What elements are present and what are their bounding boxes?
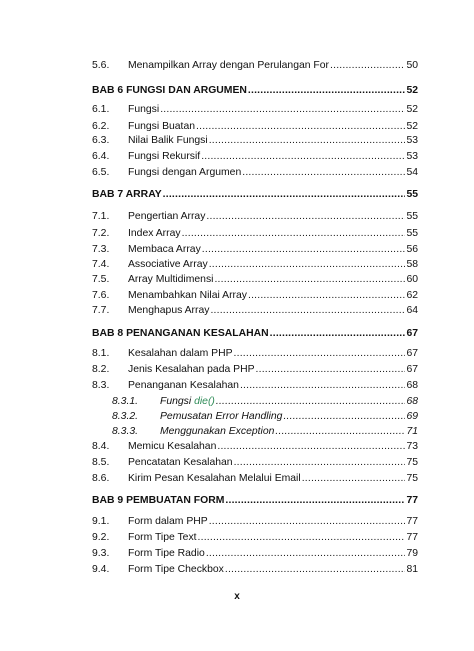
toc-title xyxy=(92,84,247,98)
toc-leader-dots xyxy=(283,410,405,424)
toc-leader-dots xyxy=(256,363,406,377)
toc-title xyxy=(128,227,181,241)
toc-page-number: 55 xyxy=(406,211,418,222)
toc-number: 8.3.3. xyxy=(112,426,138,437)
toc-title xyxy=(128,166,241,180)
toc-page-number: 68 xyxy=(406,396,418,407)
toc-page-number: 68 xyxy=(406,380,418,391)
toc-number: 8.3. xyxy=(92,380,110,391)
toc-number: 8.4. xyxy=(92,441,110,452)
toc-page-number: 52 xyxy=(406,121,418,132)
toc-page-number: 53 xyxy=(406,135,418,146)
toc-leader-dots xyxy=(214,273,405,287)
toc-number: 7.5. xyxy=(92,274,110,285)
toc-title xyxy=(128,258,208,272)
toc-number: 9.4. xyxy=(92,564,110,575)
toc-title-text: Form Tipe Radio xyxy=(128,548,205,559)
toc-title-text: Form dalam PHP xyxy=(128,516,208,527)
toc-title-text: BAB 8 PENANGANAN KESALAHAN xyxy=(92,328,269,339)
toc-number: 7.2. xyxy=(92,228,110,239)
toc-title-text: Form Tipe Checkbox xyxy=(128,564,224,575)
toc-number: 7.4. xyxy=(92,259,110,270)
toc-leader-dots xyxy=(242,166,405,180)
toc-title xyxy=(128,103,159,117)
toc-leader-dots xyxy=(225,494,405,508)
toc-page-number: 77 xyxy=(406,516,418,527)
toc-title xyxy=(128,273,213,287)
toc-title xyxy=(128,456,233,470)
toc-title xyxy=(128,379,239,393)
toc-title xyxy=(128,531,197,545)
toc-title-text: BAB 9 PEMBUATAN FORM xyxy=(92,495,225,506)
toc-title-text: Kirim Pesan Kesalahan Melalui Email xyxy=(128,473,301,484)
toc-title-text: Fungsi Buatan xyxy=(128,121,196,132)
toc-entry-row xyxy=(92,120,418,134)
toc-title-text: Menambahkan Nilai Array xyxy=(128,290,247,301)
toc-number: 9.2. xyxy=(92,532,110,543)
toc-title-text: Menggunakan Exception xyxy=(160,426,275,437)
toc-title xyxy=(160,395,215,409)
toc-entry-row xyxy=(92,379,418,393)
toc-entry-row xyxy=(92,456,418,470)
toc-subentry-row xyxy=(112,410,418,424)
toc-page-number: 58 xyxy=(406,259,418,270)
toc-title xyxy=(128,440,216,454)
toc-entry-row xyxy=(92,103,418,117)
toc-title xyxy=(128,472,301,486)
toc-page-number: 55 xyxy=(406,228,418,239)
toc-page-number: 77 xyxy=(406,495,418,506)
toc-number: 6.4. xyxy=(92,151,110,162)
toc-page-number: 50 xyxy=(406,60,418,71)
toc-leader-dots xyxy=(209,258,406,272)
toc-page-number: 73 xyxy=(406,441,418,452)
toc-page-number: 52 xyxy=(406,104,418,115)
page-number-footer: x xyxy=(234,591,240,602)
toc-number: 6.1. xyxy=(92,104,110,115)
toc-number: 8.2. xyxy=(92,364,110,375)
toc-title xyxy=(128,547,205,561)
toc-subentry-row xyxy=(112,395,418,409)
toc-number: 8.3.2. xyxy=(112,411,138,422)
toc-leader-dots xyxy=(225,563,406,577)
toc-entry-row xyxy=(92,363,418,377)
toc-title-text: Nilai Balik Fungsi xyxy=(128,135,208,146)
toc-leader-dots xyxy=(196,120,405,134)
toc-title-highlight: die() xyxy=(194,396,215,407)
toc-entry-row xyxy=(92,227,418,241)
toc-title xyxy=(128,243,201,257)
toc-chapter-row xyxy=(92,494,418,508)
toc-number: 6.3. xyxy=(92,135,110,146)
toc-chapter-row xyxy=(92,327,418,341)
toc-title xyxy=(128,515,208,529)
toc-entry-row xyxy=(92,563,418,577)
toc-entry-row xyxy=(92,547,418,561)
toc-page-number: 77 xyxy=(406,532,418,543)
toc-page-number: 81 xyxy=(406,564,418,575)
toc-leader-dots xyxy=(209,134,406,148)
toc-entry-row xyxy=(92,472,418,486)
toc-title-text: Form Tipe Text xyxy=(128,532,197,543)
toc-number: 9.1. xyxy=(92,516,110,527)
toc-title xyxy=(128,120,195,134)
toc-leader-dots xyxy=(202,243,406,257)
toc-page-number: 55 xyxy=(406,189,418,200)
toc-page-number: 79 xyxy=(406,548,418,559)
toc-page-number: 60 xyxy=(406,274,418,285)
toc-entry-row xyxy=(92,150,418,164)
toc-leader-dots xyxy=(198,531,406,545)
toc-subentry-row xyxy=(112,425,418,439)
toc-title xyxy=(128,363,255,377)
toc-entry-row xyxy=(92,289,418,303)
toc-title-text: Pencatatan Kesalahan xyxy=(128,457,233,468)
toc-title-text: Memicu Kesalahan xyxy=(128,441,217,452)
toc-title xyxy=(128,134,208,148)
toc-leader-dots xyxy=(182,227,406,241)
toc-page-number: 75 xyxy=(406,457,418,468)
toc-entry-row xyxy=(92,258,418,272)
toc-entry-row xyxy=(92,210,418,224)
toc-leader-dots xyxy=(240,379,406,393)
toc-number: 8.3.1. xyxy=(112,396,138,407)
toc-title-text: Array Multidimensi xyxy=(128,274,214,285)
toc-title-text: Fungsi dengan Argumen xyxy=(128,167,242,178)
toc-leader-dots xyxy=(201,150,405,164)
toc-leader-dots xyxy=(330,59,405,73)
toc-chapter-row xyxy=(92,84,418,98)
toc-entry-row xyxy=(92,347,418,361)
toc-leader-dots xyxy=(234,456,406,470)
toc-number: 6.2. xyxy=(92,121,110,132)
toc-title-text: BAB 6 FUNGSI DAN ARGUMEN xyxy=(92,85,247,96)
toc-title xyxy=(128,59,329,73)
toc-page-number: 64 xyxy=(406,305,418,316)
toc-title xyxy=(128,150,200,164)
toc-title-text: BAB 7 ARRAY xyxy=(92,189,162,200)
toc-chapter-row xyxy=(92,188,418,202)
toc-leader-dots xyxy=(163,188,406,202)
toc-page-number: 67 xyxy=(406,328,418,339)
toc-leader-dots xyxy=(270,327,406,341)
toc-number: 7.6. xyxy=(92,290,110,301)
toc-title-text: Menampilkan Array dengan Perulangan For xyxy=(128,60,330,71)
toc-page-number: 69 xyxy=(406,411,418,422)
toc-page-number: 71 xyxy=(406,426,418,437)
toc-leader-dots xyxy=(216,395,406,409)
toc-title xyxy=(160,410,282,424)
toc-page-number: 67 xyxy=(406,364,418,375)
toc-entry-row xyxy=(92,243,418,257)
toc-title xyxy=(92,188,162,202)
toc-title xyxy=(160,425,274,439)
toc-leader-dots xyxy=(209,515,406,529)
toc-title-text: Pemusatan Error Handling xyxy=(160,411,283,422)
toc-entry-row xyxy=(92,440,418,454)
toc-leader-dots xyxy=(160,103,405,117)
toc-title-text: Penanganan Kesalahan xyxy=(128,380,239,391)
toc-page-number: 52 xyxy=(406,85,418,96)
toc-leader-dots xyxy=(302,472,406,486)
toc-leader-dots xyxy=(206,547,406,561)
toc-leader-dots xyxy=(248,84,406,98)
toc-title-text: Associative Array xyxy=(128,259,208,270)
toc-page-number: 56 xyxy=(406,244,418,255)
toc-page-number: 54 xyxy=(406,167,418,178)
toc-title xyxy=(128,563,224,577)
toc-leader-dots xyxy=(210,304,405,318)
toc-number: 5.6. xyxy=(92,60,110,71)
toc-title-text: Kesalahan dalam PHP xyxy=(128,348,233,359)
toc-page-number: 75 xyxy=(406,473,418,484)
toc-number: 7.1. xyxy=(92,211,110,222)
toc-title xyxy=(92,327,269,341)
toc-title-text: Index Array xyxy=(128,228,181,239)
toc-entry-row xyxy=(92,304,418,318)
toc-entry-row xyxy=(92,531,418,545)
toc-number: 7.3. xyxy=(92,244,110,255)
toc-number: 8.6. xyxy=(92,473,110,484)
toc-title xyxy=(128,289,247,303)
toc-entry-row xyxy=(92,273,418,287)
toc-number: 8.1. xyxy=(92,348,110,359)
toc-title-text: Pengertian Array xyxy=(128,211,206,222)
toc-leader-dots xyxy=(217,440,405,454)
toc-title-text: Fungsi Rekursif xyxy=(128,151,201,162)
toc-leader-dots xyxy=(206,210,405,224)
toc-page-number: 67 xyxy=(406,348,418,359)
toc-title xyxy=(92,494,224,508)
toc-number: 8.5. xyxy=(92,457,110,468)
toc-title xyxy=(128,304,209,318)
toc-title-text: Jenis Kesalahan pada PHP xyxy=(128,364,255,375)
toc-leader-dots xyxy=(248,289,405,303)
toc-number: 9.3. xyxy=(92,548,110,559)
toc-page-number: 62 xyxy=(406,290,418,301)
toc-entry-row xyxy=(92,59,418,73)
toc-title-text: Membaca Array xyxy=(128,244,201,255)
toc-number: 7.7. xyxy=(92,305,110,316)
toc-title-text: Fungsi xyxy=(160,396,195,407)
toc-title-text: Menghapus Array xyxy=(128,305,210,316)
toc-page-number: 53 xyxy=(406,151,418,162)
toc-entry-row xyxy=(92,166,418,180)
toc-title xyxy=(128,210,205,224)
toc-leader-dots xyxy=(275,425,405,439)
toc-entry-row xyxy=(92,515,418,529)
toc-leader-dots xyxy=(234,347,406,361)
toc-entry-row xyxy=(92,134,418,148)
toc-number: 6.5. xyxy=(92,167,110,178)
toc-title xyxy=(128,347,233,361)
toc-title-text: Fungsi xyxy=(128,104,160,115)
